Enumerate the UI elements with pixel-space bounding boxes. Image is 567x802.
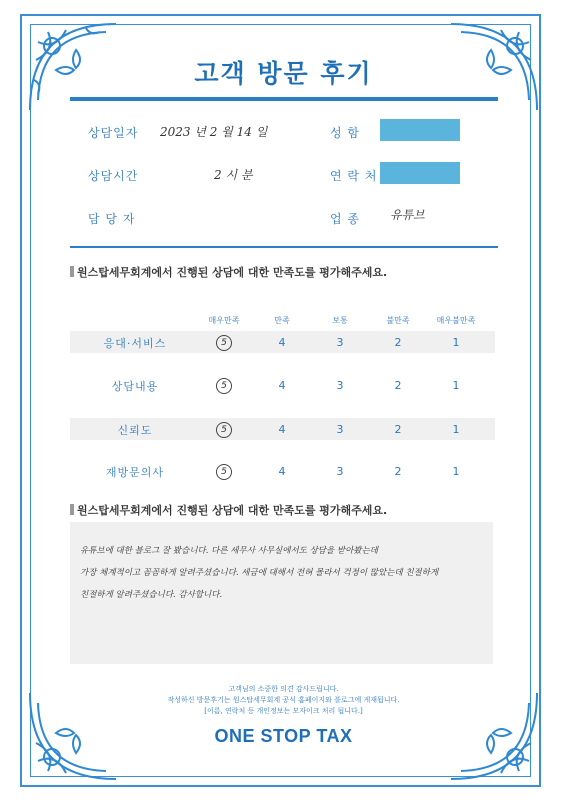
bullet-marker: [70, 504, 74, 515]
time-label: 상담시간: [88, 169, 139, 183]
selected-rating: 5: [216, 335, 232, 351]
date-value: 2023 년 2 월 14 일: [160, 125, 268, 139]
rating-cell: 2: [394, 423, 402, 436]
contact-redaction: [380, 162, 460, 184]
rating-cell: 2: [394, 379, 402, 392]
time-value: 2 시 분: [214, 168, 253, 182]
rating-cell: 3: [336, 336, 344, 349]
industry-label: 업 종: [330, 212, 360, 226]
column-header: 불만족: [386, 316, 410, 325]
rating-cell: 1: [452, 465, 460, 478]
row-label: 상담내용: [111, 380, 159, 393]
rating-cell: 4: [278, 465, 286, 478]
column-header: 보통: [332, 316, 348, 325]
column-header: 매우만족: [208, 316, 240, 325]
rating-cell: 1: [452, 423, 460, 436]
rating-cell: 1: [452, 379, 460, 392]
selected-rating: 5: [216, 464, 232, 480]
footer-privacy: [이름, 연락처 등 개인정보는 모자이크 처리 됩니다.]: [204, 707, 363, 715]
manager-label: 담 당 자: [88, 212, 136, 226]
contact-label: 연 락 처: [330, 169, 378, 183]
comment-line: 친절하게 알려주셨습니다. 감사합니다.: [80, 590, 223, 600]
title-divider: [70, 97, 498, 101]
footer-notice: 작성하신 방문후기는 원스탑세무회계 공식 홈페이지와 블로그에 게재됩니다.: [167, 696, 400, 704]
rating-cell: 3: [336, 423, 344, 436]
comment-line: 가장 체계적이고 꼼꼼하게 알려주셨습니다. 세금에 대해서 전혀 몰라서 걱정이 많았는데 친절하게: [80, 568, 439, 578]
name-label: 성 함: [330, 126, 360, 140]
rating-cell: 2: [394, 336, 402, 349]
comment-section-text: 원스탑세무회계에서 진행된 상담에 대한 만족도를 평가해주세요.: [77, 504, 388, 517]
comment-line: 유튜브에 대한 블로그 잘 봤습니다. 다른 세무사 사무실에서도 상담을 받아봤는데: [80, 546, 378, 556]
selected-rating: 5: [216, 422, 232, 438]
rating-section-text: 원스탑세무회계에서 진행된 상담에 대한 만족도를 평가해주세요.: [77, 266, 388, 279]
brand-logo: ONE STOP TAX: [214, 726, 353, 746]
comment-section-heading: [70, 502, 387, 518]
rating-cell: 4: [278, 379, 286, 392]
rating-cell: 3: [336, 379, 344, 392]
date-label: 상담일자: [88, 126, 139, 140]
page-title: 고객 방문 후기: [194, 59, 373, 88]
footer-thanks: 고객님의 소중한 의견 감사드립니다.: [228, 685, 339, 693]
rating-cell: 1: [452, 336, 460, 349]
row-label: 재방문의사: [105, 466, 165, 479]
row-label: 응대·서비스: [103, 337, 167, 350]
bullet-marker: [70, 266, 74, 277]
column-header: 만족: [274, 316, 290, 325]
info-divider: [70, 246, 498, 248]
rating-cell: 3: [336, 465, 344, 478]
selected-rating: 5: [216, 378, 232, 394]
name-redaction: [380, 119, 460, 141]
column-header: 매우불만족: [436, 316, 476, 325]
rating-cell: 4: [278, 423, 286, 436]
row-label: 신뢰도: [117, 424, 153, 437]
rating-section-heading: [70, 264, 387, 280]
rating-cell: 4: [278, 336, 286, 349]
industry-value: 유튜브: [390, 208, 425, 222]
rating-cell: 2: [394, 465, 402, 478]
